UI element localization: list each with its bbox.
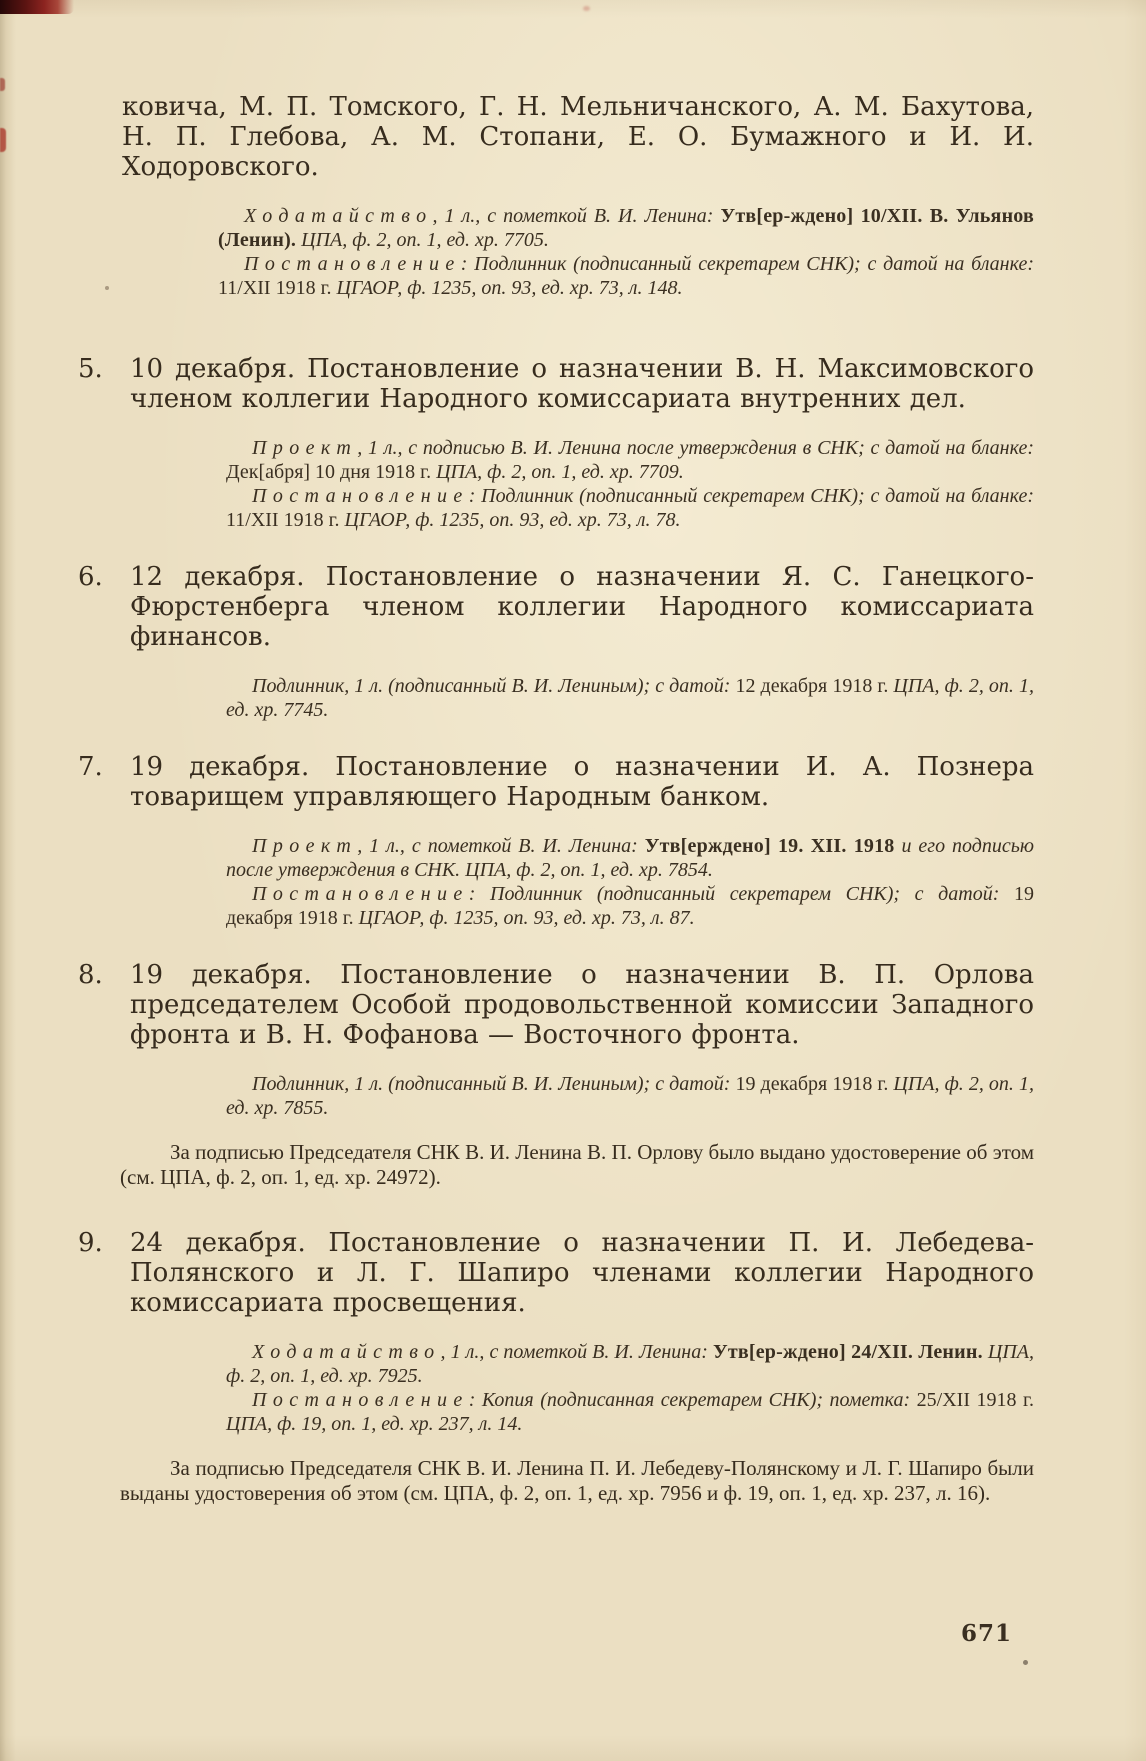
ink-speck <box>1023 1660 1028 1665</box>
certificate-note: За подписью Председателя СНК В. И. Ленина П. И. Лебедеву-Полянскому и Л. Г. Шапиро были выданы удостоверения об этом (см. ЦПА, ф. 2, оп. 1, ед. хр. 7956 и ф. 19, оп. 1, ед. хр. 237, л. 16). <box>120 1456 1034 1505</box>
annotation-text: , 1 л., с пометкой В. И. Ленина: <box>440 1341 713 1363</box>
red-cover-corner-mark <box>0 0 74 14</box>
ink-speck <box>583 6 590 11</box>
entry-heading: 19 декабря. Постановление о назначении В. П. Орлова председателем Особой продовольственной комиссии Западного фронта и В. Н. Фофанова — Восточного фронта. <box>130 960 1034 1050</box>
annotation-text: : Подлинник (подписанный секретарем СНК); с датой: <box>468 883 1014 905</box>
annotation-block <box>226 674 1034 722</box>
annotation-text: Подлинник, 1 л. (подписанный В. И. Лениным); с датой: <box>252 675 736 697</box>
list-entry-8 <box>78 960 1034 1190</box>
lenin-resolution-text: Утв[ер-ждено] 10/XII. В. Ульянов (Ленин). <box>218 205 1034 251</box>
entry-number: 6. <box>78 562 103 592</box>
document-date: 25/XII 1918 г. <box>916 1389 1034 1411</box>
archive-reference: ЦГАОР, ф. 1235, оп. 93, ед. хр. 73, л. 78. <box>339 509 681 531</box>
annotation-text: : Подлинник (подписанный секретарем СНК); с датой на бланке: <box>460 253 1034 275</box>
annotation-paragraph <box>226 674 1034 722</box>
text-column <box>78 92 1034 1506</box>
archive-reference: и его подписью после утверждения в СНК. ЦПА, ф. 2, оп. 1, ед. хр. 7854. <box>226 835 1034 881</box>
entry-heading: 12 декабря. Постановление о назначении Я. С. Ганецкого-Фюрстенберга членом коллегии Народного комиссариата финансов. <box>130 562 1034 652</box>
annotation-paragraph <box>226 436 1034 484</box>
list-entry-5 <box>78 354 1034 532</box>
document-date: 11/XII 1918 г. <box>218 277 332 299</box>
red-edge-mark <box>0 128 6 152</box>
page-number: 671 <box>960 1620 1012 1647</box>
archive-reference: ЦПА, ф. 2, оп. 1, ед. хр. 7705. <box>296 229 549 251</box>
continuation-paragraph: ковича, М. П. Томского, Г. Н. Мельничанского, А. М. Бахутова, Н. П. Глебова, А. М. Стопани, Е. О. Бумажного и И. И. Ходоровского. <box>122 92 1034 182</box>
document-date: Дек[абря] 10 дня 1918 г. <box>226 461 432 483</box>
annotation-paragraph <box>226 1340 1034 1388</box>
entry-number: 8. <box>78 960 103 990</box>
archive-reference: ЦПА, ф. 2, оп. 1, ед. хр. 7709. <box>431 461 684 483</box>
lenin-resolution-text: Утв[ерждено] 19. XII. 1918 <box>644 835 895 857</box>
doc-type-label: Постановление <box>252 485 469 507</box>
archive-reference: ЦПА, ф. 2, оп. 1, ед. хр. 7925. <box>226 1341 1034 1387</box>
annotation-paragraph <box>226 834 1034 882</box>
document-date: 12 декабря 1918 г. <box>735 675 889 697</box>
entry-heading: 24 декабря. Постановление о назначении П. И. Лебедева-Полянского и Л. Г. Шапиро членами коллегии Народного комиссариата просвещения. <box>130 1228 1034 1318</box>
document-date: 11/XII 1918 г. <box>226 509 340 531</box>
annotation-text: : Копия (подписанная секретарем СНК); пометка: <box>468 1389 917 1411</box>
entry-number: 5. <box>78 354 103 384</box>
entry-number: 9. <box>78 1228 103 1258</box>
annotation-paragraph <box>226 882 1034 930</box>
doc-type-label: Постановление <box>252 1389 469 1411</box>
annotation-block <box>226 1340 1034 1436</box>
archive-reference: ЦПА, ф. 2, оп. 1, ед. хр. 7745. <box>226 675 1034 721</box>
annotation-paragraph <box>226 484 1034 532</box>
annotation-text: , 1 л., с подписью В. И. Ленина после утверждения в СНК; с датой на бланке: <box>357 437 1034 459</box>
annotation-block <box>218 204 1034 300</box>
certificate-note: За подписью Председателя СНК В. И. Ленина В. П. Орлову было выдано удостоверение об этом (см. ЦПА, ф. 2, оп. 1, ед. хр. 24972). <box>120 1140 1034 1189</box>
annotation-paragraph <box>218 252 1034 300</box>
doc-type-label: Ходатайство <box>244 205 433 227</box>
archive-reference: ЦГАОР, ф. 1235, оп. 93, ед. хр. 73, л. 87. <box>353 907 695 929</box>
annotation-block <box>226 1072 1034 1120</box>
doc-type-label: Проект <box>252 835 358 857</box>
archive-reference: ЦПА, ф. 2, оп. 1, ед. хр. 7855. <box>226 1073 1034 1119</box>
lenin-resolution-text: Утв[ер-ждено] 24/XII. Ленин. <box>712 1341 983 1363</box>
annotation-text: Подлинник, 1 л. (подписанный В. И. Лениным); с датой: <box>252 1073 736 1095</box>
list-entry-7 <box>78 752 1034 930</box>
document-date: 19 декабря 1918 г. <box>226 883 1034 929</box>
entry-heading: 19 декабря. Постановление о назначении И. А. Познера товарищем управляющего Народным банком. <box>130 752 1034 812</box>
annotation-text: , 1 л., с пометкой В. И. Ленина: <box>357 835 645 857</box>
entry-heading: 10 декабря. Постановление о назначении В. Н. Максимовского членом коллегии Народного комиссариата внутренних дел. <box>130 354 1034 414</box>
annotation-paragraph <box>226 1072 1034 1120</box>
annotation-text: , 1 л., с пометкой В. И. Ленина: <box>432 205 721 227</box>
entry-number: 7. <box>78 752 103 782</box>
ink-speck <box>105 286 109 290</box>
list-entry-6 <box>78 562 1034 722</box>
annotation-paragraph <box>226 1388 1034 1436</box>
archive-reference: ЦГАОР, ф. 1235, оп. 93, ед. хр. 73, л. 148. <box>331 277 683 299</box>
doc-type-label: Постановление <box>244 253 461 275</box>
document-date: 19 декабря 1918 г. <box>735 1073 889 1095</box>
annotation-block <box>226 436 1034 532</box>
doc-type-label: Проект <box>252 437 358 459</box>
annotation-block <box>226 834 1034 930</box>
archive-reference: ЦПА, ф. 19, оп. 1, ед. хр. 237, л. 14. <box>226 1413 523 1435</box>
annotation-text: : Подлинник (подписанный секретарем СНК); с датой на бланке: <box>468 485 1034 507</box>
annotation-paragraph <box>218 204 1034 252</box>
red-edge-mark <box>0 78 5 91</box>
list-entry-9 <box>78 1228 1034 1506</box>
doc-type-label: Постановление <box>252 883 469 905</box>
doc-type-label: Ходатайство <box>252 1341 441 1363</box>
